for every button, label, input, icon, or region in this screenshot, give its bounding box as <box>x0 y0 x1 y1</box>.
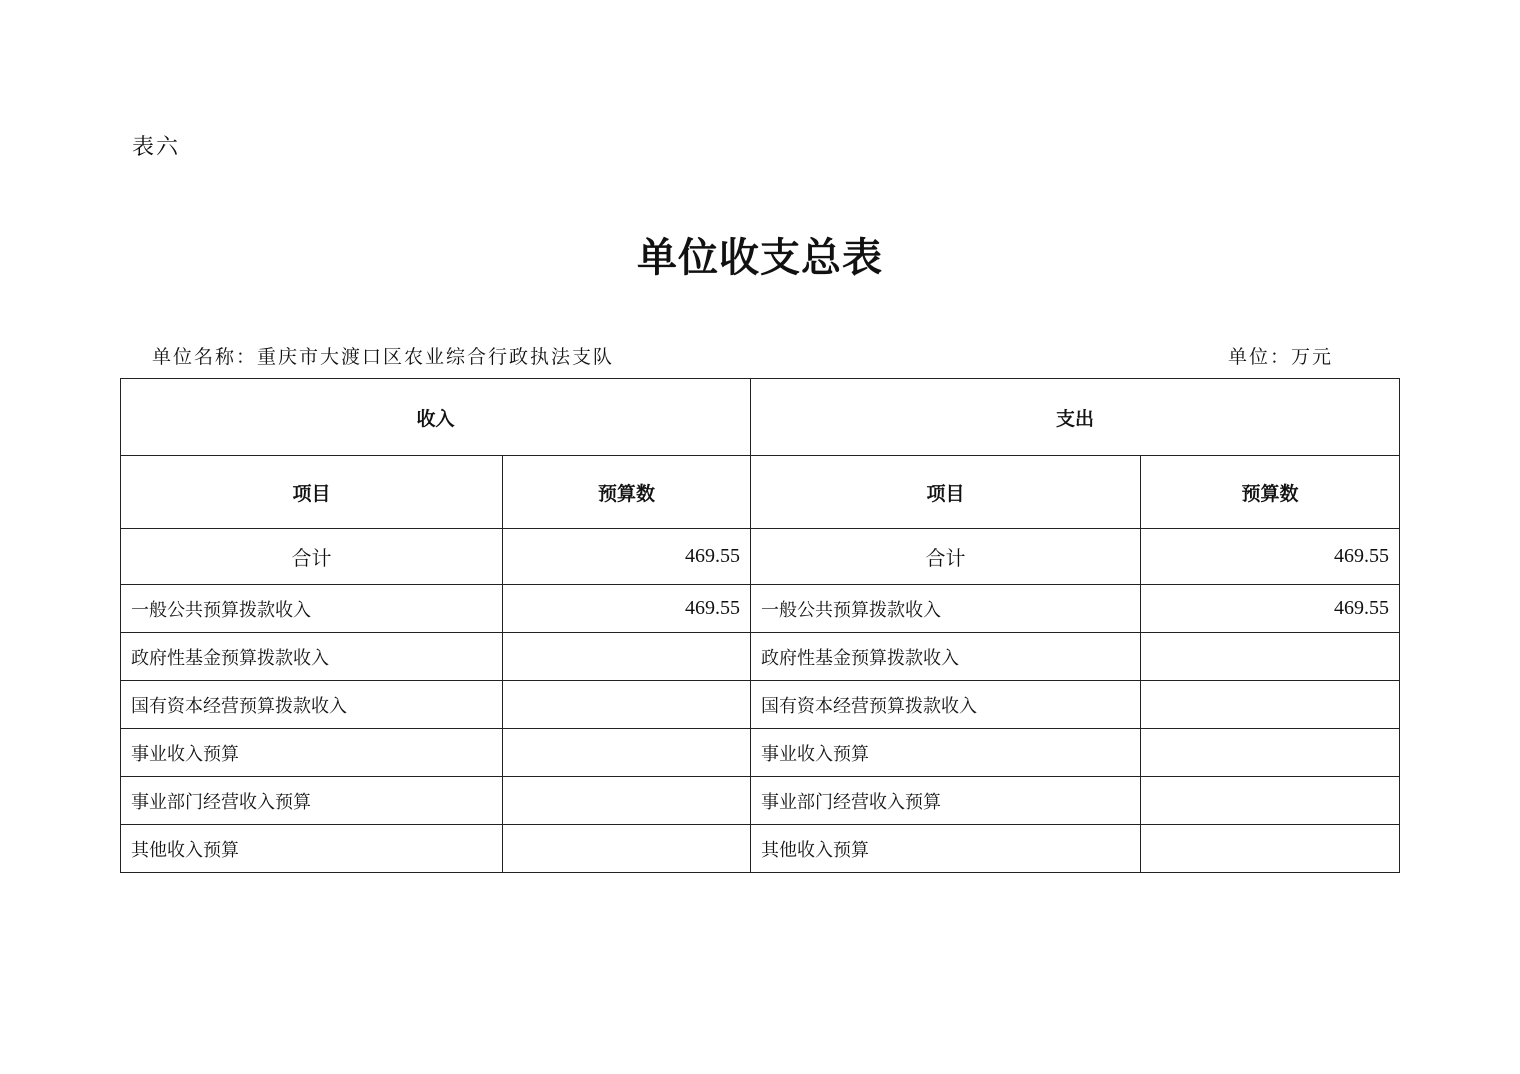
income-total-label: 合计 <box>121 529 503 585</box>
income-value <box>503 777 751 825</box>
income-header: 收入 <box>121 379 751 456</box>
expense-value <box>1141 633 1400 681</box>
expense-header: 支出 <box>751 379 1400 456</box>
expense-value <box>1141 777 1400 825</box>
expense-total-value: 469.55 <box>1141 529 1400 585</box>
currency-unit-label: 单位：万元 <box>1228 346 1334 368</box>
expense-item: 国有资本经营预算拨款收入 <box>751 681 1141 729</box>
unit-name-label: 单位名称：重庆市大渡口区农业综合行政执法支队 <box>152 346 615 368</box>
income-item: 国有资本经营预算拨款收入 <box>121 681 503 729</box>
income-value <box>503 681 751 729</box>
header-row-columns <box>121 456 1400 529</box>
expense-budget-header: 预算数 <box>1141 456 1400 529</box>
expense-item: 一般公共预算拨款收入 <box>751 585 1141 633</box>
income-item: 一般公共预算拨款收入 <box>121 585 503 633</box>
income-value <box>503 633 751 681</box>
expense-value <box>1141 825 1400 873</box>
table-row <box>121 681 1400 729</box>
income-item: 事业收入预算 <box>121 729 503 777</box>
income-item: 其他收入预算 <box>121 825 503 873</box>
income-value <box>503 825 751 873</box>
header-row-sections <box>121 379 1400 456</box>
table-number-label: 表六 <box>132 135 181 160</box>
income-item: 政府性基金预算拨款收入 <box>121 633 503 681</box>
expense-total-label: 合计 <box>751 529 1141 585</box>
total-row <box>121 529 1400 585</box>
budget-table <box>120 378 1400 873</box>
table-row <box>121 633 1400 681</box>
income-item: 事业部门经营收入预算 <box>121 777 503 825</box>
table-row <box>121 825 1400 873</box>
table-row <box>121 585 1400 633</box>
income-item-header: 项目 <box>121 456 503 529</box>
expense-item: 事业部门经营收入预算 <box>751 777 1141 825</box>
table-row <box>121 777 1400 825</box>
expense-value: 469.55 <box>1141 585 1400 633</box>
expense-item-header: 项目 <box>751 456 1141 529</box>
income-value <box>503 729 751 777</box>
table-row <box>121 729 1400 777</box>
expense-item: 其他收入预算 <box>751 825 1141 873</box>
expense-item: 事业收入预算 <box>751 729 1141 777</box>
expense-item: 政府性基金预算拨款收入 <box>751 633 1141 681</box>
expense-value <box>1141 729 1400 777</box>
page-title: 单位收支总表 <box>637 234 883 281</box>
income-value: 469.55 <box>503 585 751 633</box>
expense-value <box>1141 681 1400 729</box>
income-budget-header: 预算数 <box>503 456 751 529</box>
income-total-value: 469.55 <box>503 529 751 585</box>
